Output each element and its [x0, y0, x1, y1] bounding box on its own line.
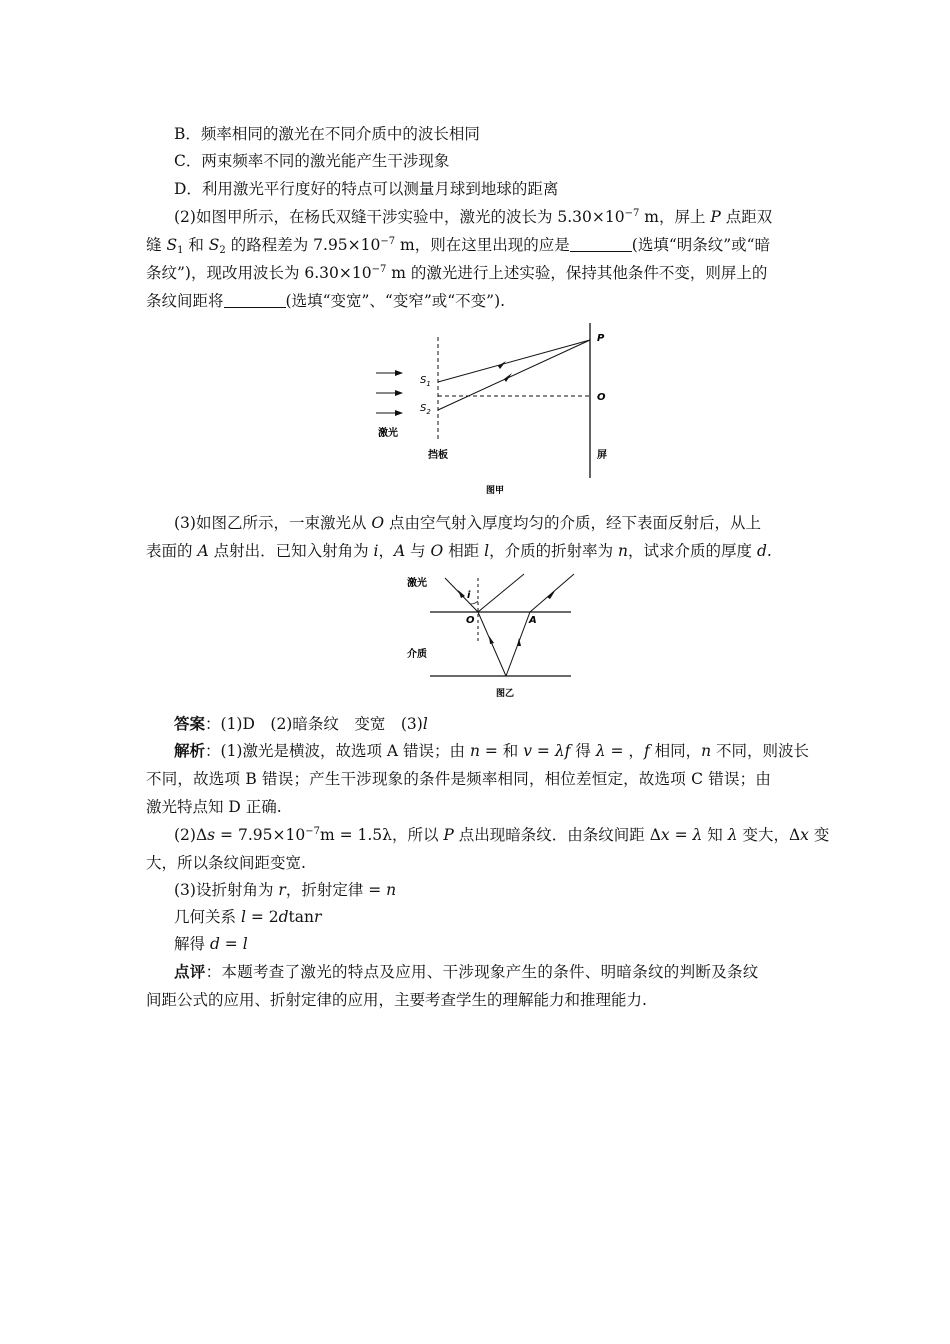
label-screen: 屏 [597, 450, 607, 461]
analysis-line8: 解得 d = l [174, 935, 248, 953]
up-arrowhead [517, 638, 521, 646]
figure-double-slit [370, 318, 630, 500]
label-baffle: 挡板 [428, 450, 448, 461]
incident-arrowhead [458, 590, 465, 598]
emergent-arrowhead [547, 591, 555, 599]
q2-line1: (2)如图甲所示，在杨氏双缝干涉实验中，激光的波长为 $5.30\times 10^{-7}$ m，屏上 P 点距双 [174, 208, 773, 226]
refracted-ray-down [478, 612, 506, 676]
answer-blank-1[interactable] [570, 237, 632, 252]
label-p: P [597, 333, 605, 344]
analysis-line5: 大，所以条纹间距变宽. [146, 854, 306, 872]
ray-s2-p [438, 340, 590, 410]
analysis-line1: 解析：(1)激光是横波，故选项 A 错误；由 n = 和 v = λf 得 λ = ，f 相同，n 不同，则波长 [174, 741, 810, 760]
label-laser: 激光 [378, 428, 398, 439]
down-arrowhead [489, 636, 494, 644]
analysis-line3: 激光特点知 D 正确. [146, 798, 282, 816]
label-medium: 介质 [407, 649, 427, 660]
label-laser-2: 激光 [407, 578, 427, 589]
q3-line1: (3)如图乙所示，一束激光从 O 点由空气射入厚度均匀的介质，经下表面反射后，从上 [174, 514, 762, 532]
comment-line1: 点评：本题考查了激光的特点及应用、干涉现象产生的条件、明暗条纹的判断及条纹 [174, 962, 759, 981]
reflected-ray-o [478, 574, 524, 612]
answer-line: 答案：(1)D (2)暗条纹 变宽 (3)l [174, 714, 428, 733]
analysis-line2: 不同，故选项 B 错误；产生干涉现象的条件是频率相同，相位差恒定，故选项 C 错误；由 [146, 770, 772, 788]
label-o: O [597, 392, 606, 403]
q2-line2: 缝 $S_1$ 和 $S_2$ 的路程差为 $7.95\times 10^{-7}$ m，则在这里出现的应是 (选填“明条纹”或“暗 [146, 236, 771, 256]
analysis-line6: (3)设折射角为 r，折射定律 = n [174, 881, 397, 899]
label-o-2: O [466, 615, 475, 626]
figure-caption-jia: 图甲 [486, 486, 505, 496]
option-d: D．利用激光平行度好的特点可以测量月球到地球的距离 [174, 180, 559, 198]
analysis-line7: 几何关系 l = 2dtanr [174, 908, 322, 926]
label-s2: $S_2$ [420, 403, 431, 416]
option-c: C．两束频率不同的激光能产生干涉现象 [174, 152, 450, 170]
label-angle-i: i [467, 590, 471, 601]
label-s1: $S_1$ [420, 375, 431, 388]
figure-refraction [400, 570, 580, 700]
q2-line3: 条纹”)，现改用波长为 $6.30\times 10^{-7}$ m 的激光进行上述实验，保持其他条件不变，则屏上的 [146, 264, 768, 282]
analysis-line4: $(2)\Delta s = 7.95\times 10^{-7}m = 1.5\lambda$，所以 P 点出现暗条纹．由条纹间距 Δx = λ 知 λ 变大，Δx 变 [174, 826, 830, 844]
answer-blank-2[interactable] [224, 293, 286, 308]
option-b: B．频率相同的激光在不同介质中的波长相同 [174, 125, 480, 143]
ray-s1-p [438, 340, 590, 382]
q3-line2: 表面的 A 点射出．已知入射角为 i，A 与 O 相距 l，介质的折射率为 n，试求介质的厚度 d. [146, 542, 772, 560]
figure-caption-yi: 图乙 [496, 689, 515, 699]
ray-arrowhead-2 [504, 373, 512, 382]
emergent-ray [530, 574, 574, 612]
angle-arc-i [470, 601, 478, 604]
q2-line4: 条纹间距将 (选填“变宽”、“变窄”或“不变”). [146, 292, 506, 310]
label-a: A [529, 615, 537, 626]
comment-line2: 间距公式的应用、折射定律的应用，主要考查学生的理解能力和推理能力. [146, 991, 647, 1009]
